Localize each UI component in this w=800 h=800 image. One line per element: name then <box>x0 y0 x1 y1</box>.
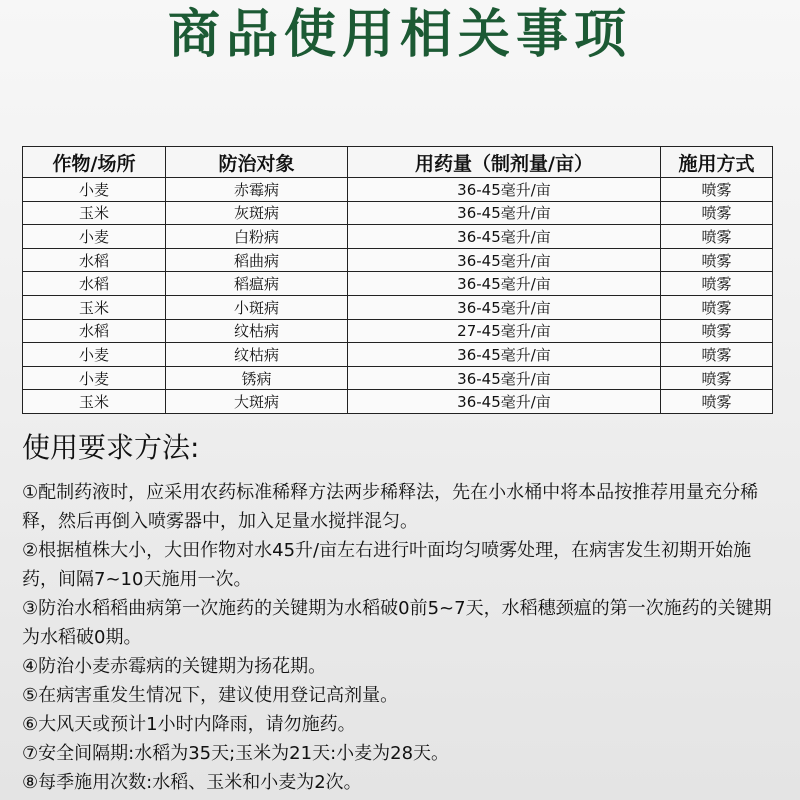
cell-dosage: 36-45毫升/亩 <box>348 248 661 272</box>
note-item: ⑥大风天或预计1小时内降雨，请勿施药。 <box>22 714 356 735</box>
cell-crop: 小麦 <box>23 225 166 249</box>
cell-dosage: 36-45毫升/亩 <box>348 366 661 390</box>
cell-dosage: 36-45毫升/亩 <box>348 343 661 367</box>
cell-method: 喷雾 <box>661 201 773 225</box>
table-row <box>23 295 773 319</box>
note-item: ③防治水稻稻曲病第一次施药的关键期为水稻破0前5~7天，水稻穗颈瘟的第一次施药的关键期为水稻破0期。 <box>22 598 772 648</box>
cell-method: 喷雾 <box>661 390 773 414</box>
cell-crop: 水稻 <box>23 248 166 272</box>
cell-crop: 玉米 <box>23 201 166 225</box>
header-crop: 作物/场所 <box>23 147 166 178</box>
cell-target: 稻瘟病 <box>166 272 348 296</box>
table-row <box>23 178 773 202</box>
cell-method: 喷雾 <box>661 319 773 343</box>
cell-target: 稻曲病 <box>166 248 348 272</box>
table-header-row <box>23 147 773 178</box>
note-item: ⑤在病害重发生情况下，建议使用登记高剂量。 <box>22 685 399 706</box>
table-row <box>23 201 773 225</box>
cell-crop: 玉米 <box>23 390 166 414</box>
page-title: 商品使用相关事项 <box>167 5 632 65</box>
table-row <box>23 343 773 367</box>
cell-dosage: 36-45毫升/亩 <box>348 225 661 249</box>
note-item: ④防治小麦赤霉病的关键期为扬花期。 <box>22 656 327 677</box>
table-row <box>23 248 773 272</box>
cell-crop: 水稻 <box>23 272 166 296</box>
cell-target: 白粉病 <box>166 225 348 249</box>
header-dosage: 用药量（制剂量/亩） <box>348 147 661 178</box>
cell-target: 锈病 <box>166 366 348 390</box>
note-item: ⑦安全间隔期:水稻为35天;玉米为21天:小麦为28天。 <box>22 743 450 764</box>
cell-crop: 小麦 <box>23 178 166 202</box>
cell-crop: 玉米 <box>23 295 166 319</box>
cell-crop: 小麦 <box>23 343 166 367</box>
cell-method: 喷雾 <box>661 178 773 202</box>
cell-target: 赤霉病 <box>166 178 348 202</box>
cell-crop: 水稻 <box>23 319 166 343</box>
table-row <box>23 272 773 296</box>
cell-target: 纹枯病 <box>166 343 348 367</box>
usage-notes <box>22 478 782 797</box>
cell-target: 大斑病 <box>166 390 348 414</box>
cell-dosage: 36-45毫升/亩 <box>348 295 661 319</box>
note-item: ①配制药液时，应采用农药标准稀释方法两步稀释法，先在小水桶中将本品按推荐用量充分稀释，然后再倒入喷雾器中，加入足量水搅拌混匀。 <box>22 482 759 532</box>
cell-target: 小斑病 <box>166 295 348 319</box>
method-heading: 使用要求方法: <box>22 431 200 464</box>
cell-method: 喷雾 <box>661 225 773 249</box>
header-method: 施用方式 <box>661 147 773 178</box>
cell-target: 灰斑病 <box>166 201 348 225</box>
table-row <box>23 390 773 414</box>
table-row <box>23 366 773 390</box>
table-row <box>23 319 773 343</box>
note-item: ②根据植株大小，大田作物对水45升/亩左右进行叶面均匀喷雾处理，在病害发生初期开始施药，间隔7~10天施用一次。 <box>22 540 752 590</box>
cell-dosage: 36-45毫升/亩 <box>348 390 661 414</box>
usage-table <box>22 146 773 414</box>
cell-dosage: 36-45毫升/亩 <box>348 178 661 202</box>
cell-dosage: 36-45毫升/亩 <box>348 272 661 296</box>
cell-dosage: 27-45毫升/亩 <box>348 319 661 343</box>
cell-method: 喷雾 <box>661 295 773 319</box>
cell-dosage: 36-45毫升/亩 <box>348 201 661 225</box>
note-item: ⑧每季施用次数:水稻、玉米和小麦为2次。 <box>22 772 362 793</box>
cell-method: 喷雾 <box>661 366 773 390</box>
cell-method: 喷雾 <box>661 248 773 272</box>
cell-method: 喷雾 <box>661 343 773 367</box>
table-row <box>23 225 773 249</box>
cell-crop: 小麦 <box>23 366 166 390</box>
cell-target: 纹枯病 <box>166 319 348 343</box>
header-target: 防治对象 <box>166 147 348 178</box>
cell-method: 喷雾 <box>661 272 773 296</box>
